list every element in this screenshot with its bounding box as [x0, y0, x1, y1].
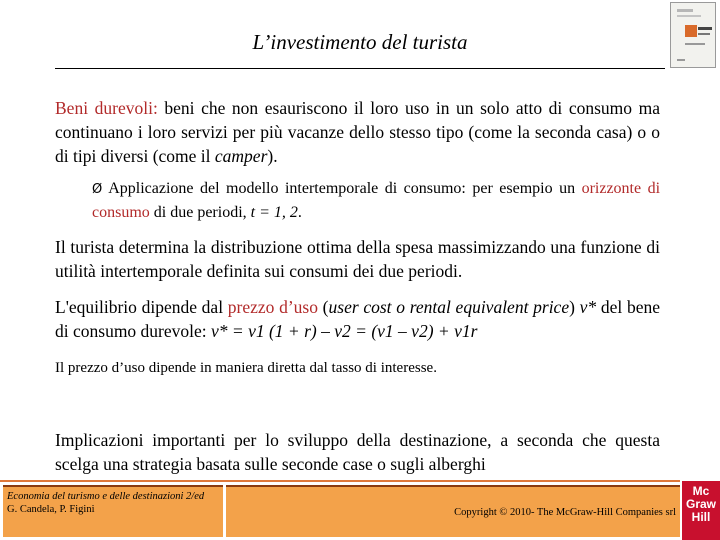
- book-cover-thumbnail: [670, 2, 716, 68]
- formula-periods: t = 1, 2: [250, 204, 298, 221]
- paragraph-equilibrio: L'equilibrio dipende dal prezzo d’uso (user cost o rental equivalent price) v* del bene di consumo durevole: v* = v1 (1 + r) – v2 = (v1 – v2) + v1r: [55, 297, 660, 341]
- term-orizzonte: orizzonte di consumo: [92, 180, 661, 221]
- paragraph-implicazioni: Implicazioni importanti per lo sviluppo della destinazione, a seconda che questa scelga una strategia basata sulle seconde case o sugli alberghi: [55, 430, 660, 474]
- footer-rule: [0, 480, 680, 482]
- footer-copyright: Copyright © 2010- The McGraw-Hill Companies srl: [226, 485, 680, 537]
- arrow-bullet-icon: Ø: [92, 182, 103, 197]
- paragraph-beni-durevoli: Beni durevoli: beni che non esauriscono il loro uso in un solo atto di consumo ma continuano i loro servizi per più vacanze dello stesso tipo (come la seconda casa) o o di tipi diversi (come il camper).: [55, 98, 660, 166]
- mcgraw-hill-logo: Mc Graw Hill: [682, 481, 720, 540]
- paragraph-prezzo-tasso: Il prezzo d’uso dipende in maniera diretta dal tasso di interesse.: [55, 360, 437, 376]
- title-underline: [55, 68, 665, 69]
- term-prezzo-uso: prezzo d’uso: [227, 297, 318, 317]
- bullet-modello-intertemporale: Ø Applicazione del modello intertemporale di consumo: per esempio un orizzonte di consumo di due periodi, t = 1, 2.: [92, 180, 661, 221]
- footer-authors: G. Candela, P. Figini: [7, 504, 95, 515]
- footer-book-info: [3, 485, 223, 537]
- term-beni-durevoli: Beni durevoli:: [55, 98, 158, 118]
- slide-title: L’investimento del turista: [252, 30, 468, 54]
- formula-prezzo-uso: v* = v1 (1 + r) – v2 = (v1 – v2) + v1r: [211, 321, 478, 341]
- footer-book-title: Economia del turismo e delle destinazioni 2/ed: [7, 491, 205, 502]
- term-camper: camper: [214, 146, 268, 166]
- paragraph-turista: Il turista determina la distribuzione ottima della spesa massimizzando una funzione di utilità intertemporale definita sui consumi dei due periodi.: [55, 237, 660, 281]
